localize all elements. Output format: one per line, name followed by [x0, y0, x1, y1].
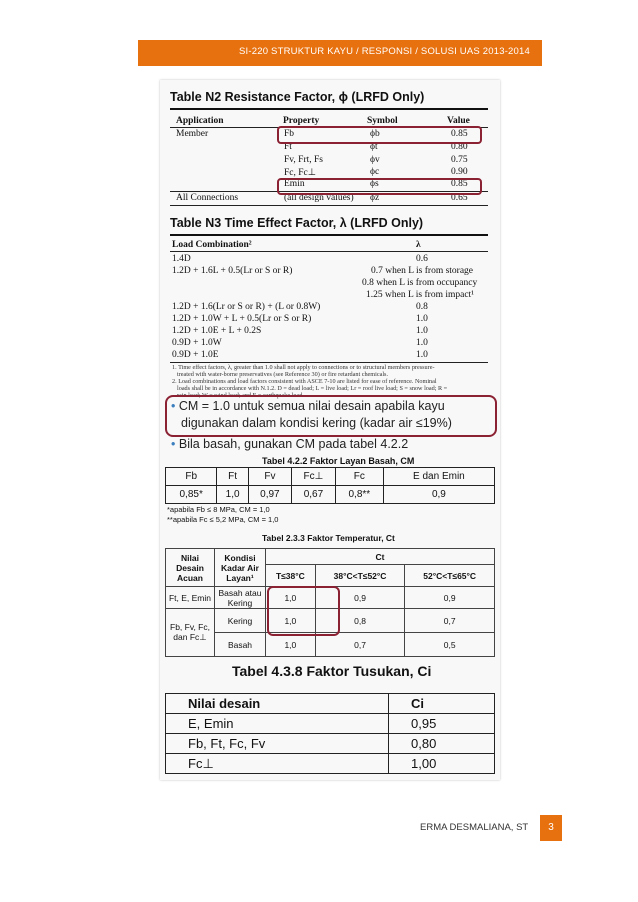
- highlight-box-emin: [277, 178, 482, 195]
- bullet-basah: • Bila basah, gunakan CM pada tabel 4.2.2: [171, 437, 409, 451]
- t438-value: 1,00: [389, 754, 495, 774]
- n2-header-value: Value: [447, 116, 470, 126]
- n3-cell: 1.2D + 1.0W + L + 0.5(Lr or S or R): [172, 314, 312, 324]
- n2-header-property: Property: [283, 116, 320, 126]
- table-422: [165, 467, 495, 504]
- n2-cell: (all design values): [284, 193, 354, 203]
- highlight-box-t233: [267, 586, 340, 636]
- t438-value: 0,80: [389, 734, 495, 754]
- t233-cell: 0,5: [405, 633, 495, 657]
- n2-cell: Emin: [284, 179, 305, 189]
- t233-header-t1: T≤38°C: [266, 565, 316, 587]
- table-233-title: Tabel 2.3.3 Faktor Temperatur, Ct: [262, 533, 395, 543]
- t233-cell: 0,9: [315, 587, 405, 609]
- n2-cell: 0.80: [451, 142, 468, 152]
- n3-footnote: 1. Time effect factors, λ, greater than 1.0 shall not apply to connections or to structural members pressure-: [172, 364, 435, 371]
- table-n2-title: Table N2 Resistance Factor, ϕ (LRFD Only): [170, 90, 425, 104]
- t438-header: Ci: [389, 694, 495, 714]
- t233-cell: 1,0: [266, 633, 316, 657]
- highlight-box-fb: [277, 126, 482, 144]
- divider: [170, 205, 488, 206]
- table-422-title: Tabel 4.2.2 Faktor Layan Basah, CM: [262, 456, 415, 466]
- t422-header: Fc⊥: [291, 468, 335, 486]
- n3-cell: 0.6: [416, 254, 428, 264]
- t233-header-kondisi: Kondisi Kadar Air Layan¹: [215, 549, 266, 587]
- page-number: 3: [540, 815, 562, 841]
- n3-footnote: rain load; W = wind load; and E = earthquake load.: [177, 392, 304, 399]
- t422-value: 0,97: [248, 486, 291, 504]
- t422-note: **apabila Fc ≤ 5,2 MPa, CM = 1,0: [167, 515, 279, 524]
- t422-header: E dan Emin: [383, 468, 494, 486]
- t422-value: 0,85*: [166, 486, 217, 504]
- bullet-cm-line2: digunakan dalam kondisi kering (kadar air ≤19%): [181, 416, 452, 430]
- divider: [170, 251, 488, 252]
- bullet-dot-icon: •: [171, 437, 179, 451]
- n3-cell: 1.2D + 1.6L + 0.5(Lr or S or R): [172, 266, 293, 276]
- n3-cell: 1.25 when L is from impact¹: [366, 290, 475, 300]
- t422-value: 1,0: [217, 486, 248, 504]
- n2-cell: 0.75: [451, 155, 468, 165]
- footer-author: ERMA DESMALIANA, ST: [420, 822, 529, 833]
- t233-cell: 0,9: [405, 587, 495, 609]
- t422-header: Ft: [217, 468, 248, 486]
- t422-note: *apabila Fb ≤ 8 MPa, CM = 1,0: [167, 505, 270, 514]
- t233-header-t3: 52°C<T≤65°C: [405, 565, 495, 587]
- t438-value: 0,95: [389, 714, 495, 734]
- n3-footnote: 2. Load combinations and load factors consistent with ASCE 7-10 are listed for ease of reference. Nominal: [172, 378, 437, 385]
- t422-header: Fc: [335, 468, 383, 486]
- n2-cell: Member: [176, 129, 209, 139]
- n3-cell: 0.8 when L is from occupancy: [362, 278, 478, 288]
- n2-cell: Fc, Fc⊥: [284, 168, 317, 178]
- t422-header: Fv: [248, 468, 291, 486]
- n2-cell: All Connections: [176, 193, 239, 203]
- t233-cell: 1,0: [266, 609, 316, 633]
- bullet-dot-icon: •: [171, 399, 179, 413]
- n2-cell: ϕv: [370, 155, 380, 165]
- n2-cell: Ft: [284, 142, 292, 152]
- n2-cell: Fb: [284, 129, 295, 139]
- n3-cell: 1.0: [416, 338, 428, 348]
- t233-cell: 1,0: [266, 587, 316, 609]
- n3-cell: 0.9D + 1.0E: [172, 350, 219, 360]
- n2-cell: ϕb: [370, 129, 380, 139]
- n3-cell: 1.0: [416, 314, 428, 324]
- t233-row-cond: Kering: [215, 609, 266, 633]
- t233-header-ct: Ct: [266, 549, 495, 565]
- n3-cell: 1.4D: [172, 254, 191, 264]
- t233-row-label: Fb, Fv, Fc, dan Fc⊥: [166, 609, 215, 657]
- n3-header-lambda: λ: [416, 240, 421, 250]
- t438-header: Nilai desain: [166, 694, 389, 714]
- n3-cell: 1.2D + 1.6(Lr or S or R) + (L or 0.8W): [172, 302, 321, 312]
- n3-cell: 1.0: [416, 326, 428, 336]
- n2-header-symbol: Symbol: [367, 116, 398, 126]
- divider: [170, 234, 488, 236]
- t233-row-label: Ft, E, Emin: [166, 587, 215, 609]
- n3-footnote: treated with water-borne preservatives (see Reference 30) or fire retardant chemicals.: [177, 371, 389, 378]
- t233-cell: 0,7: [315, 633, 405, 657]
- t233-header-t2: 38°C<T≤52°C: [315, 565, 405, 587]
- t233-row-cond: Basah atau Kering: [215, 587, 266, 609]
- t438-label: Fb, Ft, Fc, Fv: [166, 734, 389, 754]
- t422-value: 0,8**: [335, 486, 383, 504]
- n2-cell: 0.90: [451, 167, 468, 177]
- divider: [170, 108, 488, 110]
- n3-cell: 0.9D + 1.0W: [172, 338, 222, 348]
- t233-row-cond: Basah: [215, 633, 266, 657]
- n3-cell: 0.7 when L is from storage: [371, 266, 474, 276]
- page-header-bar: [138, 40, 542, 66]
- n2-cell: ϕs: [370, 179, 379, 189]
- n2-cell: 0.85: [451, 179, 468, 189]
- n2-header-application: Application: [176, 116, 224, 126]
- t233-cell: 0,7: [405, 609, 495, 633]
- n2-cell: 0.65: [451, 193, 468, 203]
- n2-cell: Fv, Frt, Fs: [284, 155, 323, 165]
- t422-value: 0,9: [383, 486, 494, 504]
- n3-cell: 0.8: [416, 302, 428, 312]
- table-438: [165, 693, 495, 774]
- n2-cell: ϕz: [370, 193, 380, 203]
- n3-cell: 1.2D + 1.0E + L + 0.2S: [172, 326, 262, 336]
- n2-cell: 0.85: [451, 129, 468, 139]
- n2-cell: ϕc: [370, 167, 380, 177]
- table-n3-title: Table N3 Time Effect Factor, λ (LRFD Only): [170, 216, 424, 230]
- t438-label: Fc⊥: [166, 754, 389, 774]
- n3-header-load: Load Combination²: [172, 240, 252, 250]
- t233-header-nilai: Nilai Desain Acuan: [166, 549, 215, 587]
- divider: [170, 362, 488, 363]
- n3-footnote: loads shall be in accordance with N.1.2. D = dead load; L = live load; Lr = roof live load; S = snow load; R =: [177, 385, 448, 392]
- t422-header: Fb: [166, 468, 217, 486]
- bullet-cm-line1: • CM = 1.0 untuk semua nilai desain apabila kayu: [171, 399, 445, 413]
- t438-label: E, Emin: [166, 714, 389, 734]
- page-header-title: SI-220 STRUKTUR KAYU / RESPONSI / SOLUSI UAS 2013-2014: [239, 46, 530, 57]
- n3-cell: 1.0: [416, 350, 428, 360]
- t233-cell: 0,8: [315, 609, 405, 633]
- n2-cell: ϕt: [370, 142, 378, 152]
- t422-value: 0,67: [291, 486, 335, 504]
- table-438-title: Tabel 4.3.8 Faktor Tusukan, Ci: [232, 663, 432, 679]
